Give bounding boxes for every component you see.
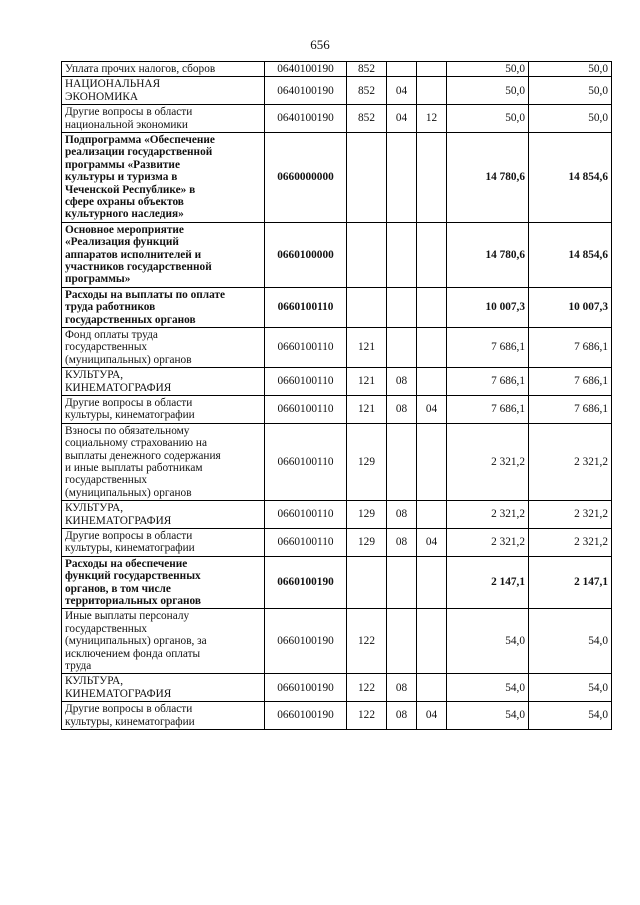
row-expense-type-cell [347, 132, 387, 222]
row-section-cell: 08 [387, 528, 417, 556]
row-name-cell: Расходы на обеспечение функций государственных органов, в том числе территориальных органов [62, 556, 265, 609]
row-expense-type-cell [347, 556, 387, 609]
row-amount-year2-cell: 10 007,3 [529, 287, 612, 327]
row-program-code-cell: 0660100110 [265, 395, 347, 423]
row-section-cell [387, 609, 417, 674]
row-program-code-cell: 0660100110 [265, 368, 347, 396]
row-amount-year1-cell: 2 147,1 [447, 556, 529, 609]
table-row [62, 327, 612, 367]
row-name-cell: Расходы на выплаты по оплате труда работников государственных органов [62, 287, 265, 327]
row-name-cell: Уплата прочих налогов, сборов [62, 62, 265, 77]
row-amount-year1-cell: 14 780,6 [447, 222, 529, 287]
row-amount-year1-cell: 2 321,2 [447, 501, 529, 529]
row-amount-year2-cell: 14 854,6 [529, 222, 612, 287]
row-subsection-cell [417, 62, 447, 77]
row-expense-type-cell: 122 [347, 674, 387, 702]
row-name-cell: Взносы по обязательному социальному страхованию на выплаты денежного содержания и иные выплаты работникам государственных (муниципальных) органов [62, 423, 265, 500]
row-program-code-cell: 0660100110 [265, 327, 347, 367]
row-expense-type-cell: 129 [347, 528, 387, 556]
row-amount-year1-cell: 7 686,1 [447, 368, 529, 396]
row-subsection-cell [417, 327, 447, 367]
row-program-code-cell: 0660100190 [265, 556, 347, 609]
row-amount-year1-cell: 54,0 [447, 609, 529, 674]
row-program-code-cell: 0660100110 [265, 287, 347, 327]
budget-table [61, 61, 612, 730]
row-expense-type-cell: 121 [347, 368, 387, 396]
row-expense-type-cell: 121 [347, 327, 387, 367]
row-amount-year1-cell: 7 686,1 [447, 327, 529, 367]
table-row [62, 222, 612, 287]
table-row [62, 287, 612, 327]
row-amount-year2-cell: 2 321,2 [529, 423, 612, 500]
row-subsection-cell [417, 287, 447, 327]
row-amount-year1-cell: 54,0 [447, 702, 529, 730]
table-row [62, 528, 612, 556]
row-amount-year2-cell: 7 686,1 [529, 327, 612, 367]
row-name-cell: Основное мероприятие «Реализация функций аппаратов исполнителей и участников государственной программы» [62, 222, 265, 287]
row-section-cell [387, 327, 417, 367]
row-subsection-cell [417, 132, 447, 222]
table-row [62, 674, 612, 702]
row-name-cell: КУЛЬТУРА, КИНЕМАТОГРАФИЯ [62, 674, 265, 702]
row-expense-type-cell: 121 [347, 395, 387, 423]
row-name-cell: Подпрограмма «Обеспечение реализации государственной программы «Развитие культуры и туризма в Чеченской Республике» в сфере охраны объектов культурного наследия» [62, 132, 265, 222]
row-section-cell [387, 132, 417, 222]
row-expense-type-cell: 852 [347, 105, 387, 133]
row-program-code-cell: 0660100190 [265, 702, 347, 730]
table-row [62, 609, 612, 674]
table-row [62, 395, 612, 423]
row-amount-year2-cell: 2 321,2 [529, 501, 612, 529]
row-amount-year1-cell: 50,0 [447, 77, 529, 105]
row-section-cell [387, 556, 417, 609]
row-section-cell [387, 222, 417, 287]
row-program-code-cell: 0660100000 [265, 222, 347, 287]
row-amount-year2-cell: 54,0 [529, 609, 612, 674]
row-name-cell: КУЛЬТУРА, КИНЕМАТОГРАФИЯ [62, 368, 265, 396]
row-expense-type-cell [347, 287, 387, 327]
row-amount-year2-cell: 54,0 [529, 702, 612, 730]
row-subsection-cell: 04 [417, 702, 447, 730]
table-row [62, 702, 612, 730]
row-subsection-cell [417, 77, 447, 105]
row-subsection-cell [417, 501, 447, 529]
row-amount-year2-cell: 7 686,1 [529, 395, 612, 423]
row-amount-year2-cell: 14 854,6 [529, 132, 612, 222]
row-section-cell: 08 [387, 702, 417, 730]
row-expense-type-cell: 852 [347, 77, 387, 105]
row-amount-year2-cell: 2 147,1 [529, 556, 612, 609]
row-subsection-cell [417, 222, 447, 287]
row-name-cell: КУЛЬТУРА, КИНЕМАТОГРАФИЯ [62, 501, 265, 529]
row-amount-year2-cell: 54,0 [529, 674, 612, 702]
row-subsection-cell [417, 423, 447, 500]
row-name-cell: Другие вопросы в области национальной экономики [62, 105, 265, 133]
row-amount-year2-cell: 2 321,2 [529, 528, 612, 556]
row-name-cell: Иные выплаты персоналу государственных (муниципальных) органов, за исключением фонда оплаты труда [62, 609, 265, 674]
table-row [62, 62, 612, 77]
row-program-code-cell: 0660100110 [265, 501, 347, 529]
row-amount-year1-cell: 2 321,2 [447, 423, 529, 500]
row-amount-year1-cell: 7 686,1 [447, 395, 529, 423]
row-subsection-cell [417, 556, 447, 609]
table-row [62, 132, 612, 222]
row-amount-year2-cell: 50,0 [529, 77, 612, 105]
row-name-cell: Фонд оплаты труда государственных (муниципальных) органов [62, 327, 265, 367]
row-name-cell: НАЦИОНАЛЬНАЯ ЭКОНОМИКА [62, 77, 265, 105]
row-subsection-cell [417, 368, 447, 396]
row-amount-year1-cell: 54,0 [447, 674, 529, 702]
row-subsection-cell: 04 [417, 395, 447, 423]
table-row [62, 423, 612, 500]
row-subsection-cell: 12 [417, 105, 447, 133]
row-amount-year2-cell: 7 686,1 [529, 368, 612, 396]
table-row [62, 556, 612, 609]
row-amount-year2-cell: 50,0 [529, 62, 612, 77]
row-subsection-cell [417, 609, 447, 674]
row-name-cell: Другие вопросы в области культуры, кинематографии [62, 395, 265, 423]
row-section-cell: 08 [387, 368, 417, 396]
row-amount-year1-cell: 10 007,3 [447, 287, 529, 327]
row-expense-type-cell: 122 [347, 702, 387, 730]
row-section-cell: 08 [387, 674, 417, 702]
row-program-code-cell: 0640100190 [265, 77, 347, 105]
row-expense-type-cell: 129 [347, 423, 387, 500]
row-program-code-cell: 0640100190 [265, 62, 347, 77]
table-row [62, 105, 612, 133]
row-program-code-cell: 0640100190 [265, 105, 347, 133]
row-section-cell: 04 [387, 77, 417, 105]
row-amount-year2-cell: 50,0 [529, 105, 612, 133]
table-row [62, 77, 612, 105]
row-section-cell: 08 [387, 395, 417, 423]
row-section-cell [387, 62, 417, 77]
row-program-code-cell: 0660100190 [265, 609, 347, 674]
row-expense-type-cell: 852 [347, 62, 387, 77]
table-row [62, 368, 612, 396]
row-amount-year1-cell: 14 780,6 [447, 132, 529, 222]
page-number: 656 [310, 37, 330, 52]
row-subsection-cell [417, 674, 447, 702]
row-section-cell [387, 423, 417, 500]
row-program-code-cell: 0660100110 [265, 528, 347, 556]
row-name-cell: Другие вопросы в области культуры, кинематографии [62, 528, 265, 556]
table-row [62, 501, 612, 529]
row-section-cell [387, 287, 417, 327]
row-program-code-cell: 0660100110 [265, 423, 347, 500]
row-amount-year1-cell: 50,0 [447, 62, 529, 77]
row-expense-type-cell: 129 [347, 501, 387, 529]
row-section-cell: 04 [387, 105, 417, 133]
row-name-cell: Другие вопросы в области культуры, кинематографии [62, 702, 265, 730]
row-amount-year1-cell: 2 321,2 [447, 528, 529, 556]
row-expense-type-cell [347, 222, 387, 287]
row-subsection-cell: 04 [417, 528, 447, 556]
row-program-code-cell: 0660100190 [265, 674, 347, 702]
row-program-code-cell: 0660000000 [265, 132, 347, 222]
row-amount-year1-cell: 50,0 [447, 105, 529, 133]
budget-table-body [62, 62, 612, 730]
row-expense-type-cell: 122 [347, 609, 387, 674]
row-section-cell: 08 [387, 501, 417, 529]
